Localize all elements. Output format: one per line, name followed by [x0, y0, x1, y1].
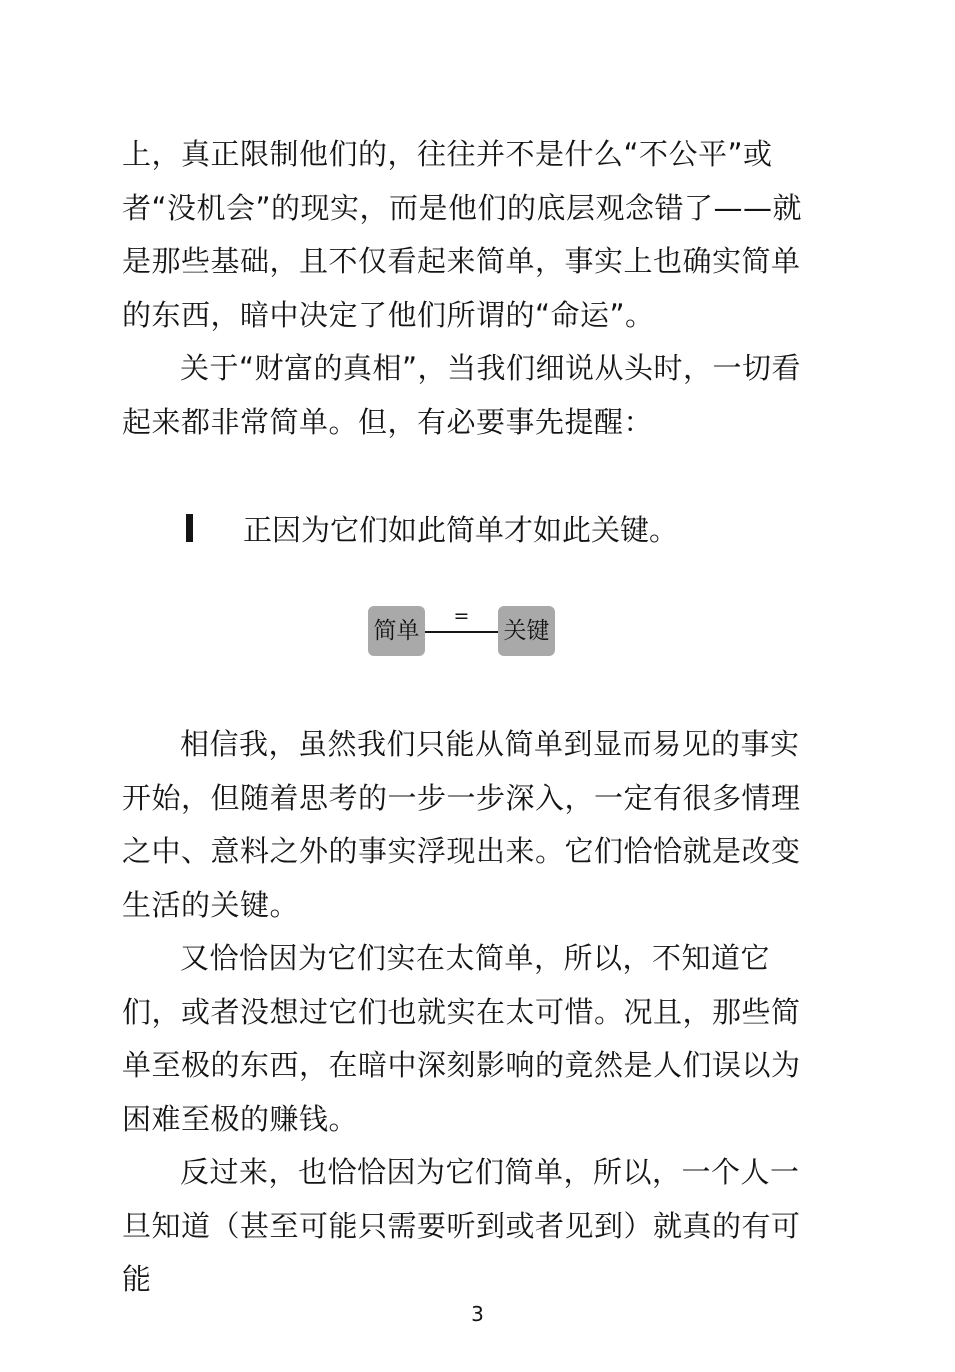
- text-block-top: [122, 128, 812, 449]
- diagram-connector-line: [425, 631, 498, 633]
- callout-quote: [186, 506, 678, 550]
- paragraph-conversely: 反过来，也恰恰因为它们简单，所以，一个人一旦知道（甚至可能只需要听到或者见到）就真的有可能: [122, 1155, 801, 1296]
- diagram-box-simple: 简单: [368, 606, 425, 656]
- callout-bar-marker: [186, 514, 193, 542]
- paragraph-continuation: 上，真正限制他们的，往往并不是什么“不公平”或者“没机会”的现实，而是他们的底层观念错了——就是那些基础，且不仅看起来简单，事实上也确实简单的东西，暗中决定了他们所谓的“命运”。: [122, 137, 803, 332]
- page-number: 3: [471, 1302, 484, 1326]
- simple-equals-key-diagram: [368, 606, 558, 658]
- diagram-equals-sign: =: [453, 605, 470, 627]
- text-block-bottom: [122, 718, 812, 1307]
- paragraph-believe-me: 相信我，虽然我们只能从简单到显而易见的事实开始，但随着思考的一步一步深入，一定有很多情理之中、意料之外的事实浮现出来。它们恰恰就是改变生活的关键。: [122, 727, 801, 922]
- paragraph-wealth-truth: 关于“财富的真相”，当我们细说从头时，一切看起来都非常简单。但，有必要事先提醒：: [122, 351, 802, 439]
- diagram-box-key: 关键: [498, 606, 555, 656]
- paragraph-too-simple: 又恰恰因为它们实在太简单，所以，不知道它们，或者没想过它们也就实在太可惜。况且，那些简单至极的东西，在暗中深刻影响的竟然是人们误以为困难至极的赚钱。: [122, 941, 801, 1136]
- callout-text: 正因为它们如此简单才如此关键。: [243, 512, 679, 547]
